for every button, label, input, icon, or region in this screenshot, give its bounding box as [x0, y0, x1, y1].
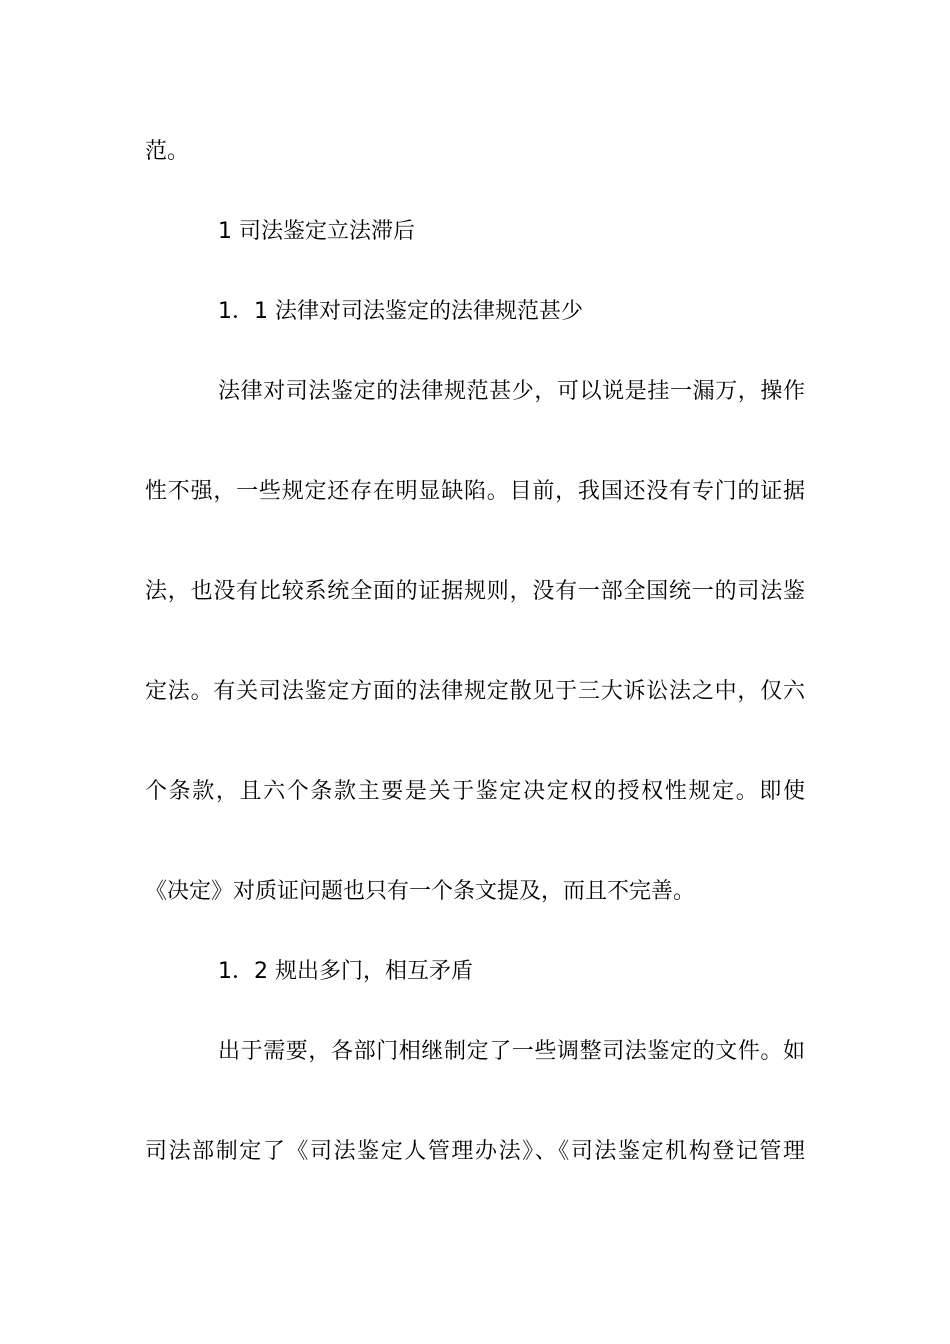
paragraph-line: 个条款，且六个条款主要是关于鉴定决定权的授权性规定。即使	[145, 779, 805, 804]
paragraph-line: 法，也没有比较系统全面的证据规则，没有一部全国统一的司法鉴	[145, 579, 805, 604]
paragraph-continuation-line: 范。	[145, 139, 190, 164]
paragraph-line: 司法部制定了《司法鉴定人管理办法》、《司法鉴定机构登记管理	[145, 1139, 805, 1164]
paragraph-line: 出于需要，各部门相继制定了一些调整司法鉴定的文件。如	[218, 1039, 805, 1064]
section-heading: 1 司法鉴定立法滞后	[218, 219, 415, 244]
paragraph-line: 《决定》对质证问题也只有一个条文提及，而且不完善。	[145, 879, 696, 904]
paragraph-line: 性不强，一些规定还存在明显缺陷。目前，我国还没有专门的证据	[145, 479, 805, 504]
subsection-heading: 1．1 法律对司法鉴定的法律规范甚少	[218, 299, 583, 324]
paragraph-line: 定法。有关司法鉴定方面的法律规定散见于三大诉讼法之中，仅六	[145, 679, 805, 704]
subsection-heading: 1．2 规出多门，相互矛盾	[218, 959, 473, 984]
paragraph-line: 法律对司法鉴定的法律规范甚少，可以说是挂一漏万，操作	[218, 379, 805, 404]
